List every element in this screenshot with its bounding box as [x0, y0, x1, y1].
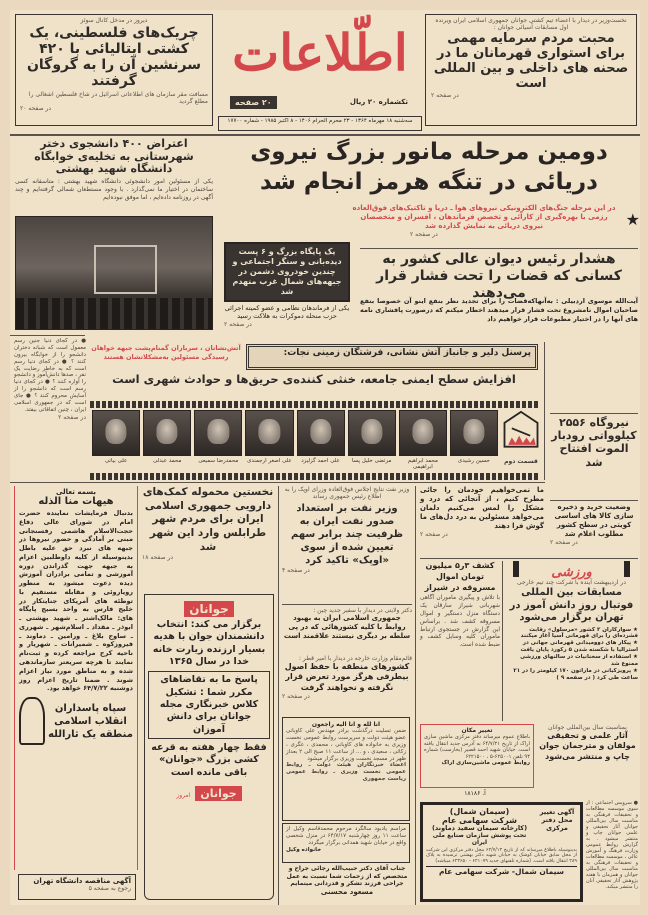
signer: روابط عمومی ماشین‌سازی اراک: [441, 760, 530, 766]
headline: دومین مرحله مانور بزرگ نیروی دریائی در تنگه هرمز انجام شد: [250, 139, 608, 195]
ref: رجوع به صفحه ۵: [88, 885, 131, 892]
kicker: وزیر نفت نتایج اجلاس فوق‌العاده وزرای اوپک را به اطلاع رئیس جمهوری رساند: [284, 486, 410, 500]
body: وضعیت خرید و ذخیره سازی کالا های اساسی کویتی در سطح کشور مطلوب اعلام شد: [554, 503, 634, 539]
logo-text-bottom: جوانان: [195, 786, 241, 801]
divider: [10, 335, 85, 336]
headline: یک پایگاه بزرگ و ۶ پست دیده‌بانی و سنگر اجتماعی و چندین خودروی دشمن در جبهه‌های شمال غرب منهدم شد: [232, 247, 342, 296]
divider: [420, 558, 638, 559]
research-body: [586, 800, 638, 905]
sports-bullets: [505, 627, 638, 682]
portrait-caption: علی احمد گزلیزد: [301, 458, 340, 464]
page-ref: در صفحه ۲۰: [20, 105, 52, 113]
headline: مسابقات بین المللی فوتبال روز دانش آموز در تهران برگزار می‌شود: [509, 587, 634, 623]
theft-story: [420, 561, 500, 721]
bullet-text: استفاده از سخنانیات در سالنهای ورزشی ممنوع شد: [520, 654, 638, 667]
bullet-text: سوارکاران ۲ کشور «مرسلول» رقابت فشرده‌ای را برای قهرمانی آسیا آغاز میکنند: [520, 626, 638, 640]
page-ref: در صفحه ۱۸: [142, 554, 174, 562]
headline: نیروگاه ۲۵۵۶ کیلوواتی رودبار الموت افتتاح شد: [551, 416, 637, 469]
sports-section: [505, 561, 638, 721]
page-ref: در صفحه ۲: [58, 413, 86, 421]
firefighters-kicker: [246, 344, 538, 370]
portrait-photo: [194, 410, 242, 456]
kicker: در اردیبهشت آینده با شرکت چند تیم خارجی: [517, 579, 626, 586]
javanan-logo: [148, 598, 270, 617]
newspaper-page: [10, 10, 640, 905]
logo-sub: امروز: [176, 792, 191, 800]
title: آگهی مناقصه دانشگاه تهران: [33, 877, 131, 885]
kicker: بمناسبت سال بین‌المللی جوانان: [548, 724, 627, 731]
portrait-photo: [348, 410, 396, 456]
divider: [10, 134, 640, 136]
firefighters-red-note: [90, 344, 242, 372]
star-bullet-icon: ★: [631, 667, 638, 674]
body: ضمن تسلیت درگذشت برادر مهندس علی کاوبانی عضو هیئت دولت و سرپرست روابط عمومی نخست وزیری به خانواده های کاوبانی ، محمدی ، عگری ، زکائی ، سعیدی ، و ... از ساعت ۱۱ صبح الی ۲ بعداز ظهر در مسجد نخست وزیری برگزار میشود: [286, 728, 406, 762]
headline: کشورهای منطقه با حفظ اصول بیطرفی هرگز مورد تعرض قرار نگرفته و نخواهند گرفت: [284, 662, 410, 692]
headline: برگزار می کند: انتخاب دانشمندان جوان با هدیه بسیار ارزنده زیارت خانه خدا در سال ۱۳۶۵: [152, 619, 266, 668]
page-ref: در صفحه ۲: [431, 91, 459, 99]
body: جمهوری اسلامی ایران به بهبود روابط با کلیه کشورهائی که در پی سلطه بر دیگری نیستند علاقمند است: [283, 614, 411, 641]
body: باطلاع عموم میرساند دفتر مرکزی ماشین سازی اراک از تاریخ ۶۴/۷/۲۱ به آدرس جدید انتقال یافته است. خیابان شهید احمد قصیر (بخارست) شماره ۹۴ تلفن ۶۲۵۰۰۱-۵ ، ۶۲۲۱۵۰۰: [424, 734, 530, 760]
film-strip-bottom: [90, 473, 540, 480]
title: تغییر مکان: [461, 727, 493, 734]
court-story: [360, 251, 638, 301]
portrait-photo: [450, 410, 498, 456]
signer: مسعود محسنی: [320, 887, 374, 896]
portrait-caption: حسین رشیدی: [457, 458, 490, 464]
face-figure: [105, 419, 126, 444]
page-ref: در صفحه ۲: [282, 693, 310, 701]
page-ref: در صفحه ۲: [550, 539, 578, 547]
divider: [550, 500, 638, 501]
divider: [550, 413, 638, 414]
sports-bullet: [505, 640, 638, 654]
page-ref: در صفحه ۴: [282, 567, 310, 574]
court-body: [360, 297, 638, 341]
research-story: [537, 724, 638, 796]
top-left-story: [15, 14, 213, 126]
star-bullet-icon: ★: [631, 640, 638, 647]
students-story: [15, 138, 213, 214]
signer: خانواده وکیل: [286, 846, 322, 853]
portrait-photo: [399, 410, 447, 456]
basij-ad: [14, 486, 138, 870]
logo-text: جوانان: [184, 601, 234, 617]
headline: چریک‌های فلسطینی، یک کشتی ایتالیائی با ۴۲۰ سرنشین آن را به گروگان گرفتند: [26, 25, 202, 90]
body: با تلاش و پیگیری ماموران آگاهی شهربانی شیراز سارقان یک دستگاه منزل دستگیر و اموال مسروقه کشف شد . براساس این گزارش در جستجوی ارتباط ماموران کلیه وسایل کشف و ضبط شده است.: [420, 595, 500, 649]
body: جناب آقای دکتر حبیب‌الله رجائی جراح و متخصص که از زحمات شما نسبت به عمل جراحی فرزند تشکر و قدردانی مینمایم: [286, 865, 408, 887]
headline: وزیر نفت بر استعداد صدور نفت ایران به ظرفیت چند برابر سهم تعیین شده از سوی «اوپک» تاکید کرد: [290, 503, 404, 566]
headline: افزایش سطح ایمنی جامعه، خنثی کننده‌ی حریق‌ها و حوادث شهری است: [112, 372, 516, 386]
series-label: قسمت دوم: [504, 458, 538, 465]
footer: فقط چهار هفته به قرعه کشی بزرگ «جوانان» باقی مانده است: [151, 742, 267, 778]
headline: نخستین محموله کمک‌های دارویی جمهوری اسلامی ایران برای مردم شهر طرابلس وارد این شهر شد: [142, 486, 274, 553]
fire-department-emblem-icon: [502, 410, 540, 454]
body: بدینوسیله باطلاع میرساند که از تاریخ ۶۴/۷/۱۳ محل دفتر مرکزی این شرکت از محل سابق خیابان کوشک به خیابان شهید دکتر بهشتی ترسیده به پلاک ۲۸۹ انتقال یافته است. (شماره تلفنهای جدید ۶۲۱۰۷۹ - ۶۲۳۶۵۰ میباشد): [426, 847, 577, 865]
factory: (کارخانه سیمان سفید دماوند): [431, 824, 528, 833]
org: تحت پوشش سازمان صنایع ملی ایران: [432, 831, 527, 846]
body: آیت‌الله موسوی اردبیلی : به‌آنهاکه‌قضات را برای تجدید نظر بنفع اینو آن خصوصا بنفع صاحبان اموال نامشروع تحت فشار قرار میدهند اخطار میکنم که درصورت پافشاری نامه های آنها را در اختیار مطبوعات قرار خواهیم داد: [360, 297, 638, 323]
cement-ad: [420, 802, 583, 902]
main-subhead: [350, 204, 638, 246]
company: (سیمان شمال): [449, 807, 510, 816]
star-icon: ★: [625, 210, 640, 229]
left-column-bullets: [14, 338, 86, 478]
price: تکشماره ۲۰ ریال: [349, 98, 408, 106]
portrait-photo: [92, 410, 140, 456]
face-figure: [310, 419, 331, 444]
page-ref: در صفحه ۲: [410, 231, 438, 239]
portrait-caption: محمد ابراهیم ابراهیمی: [407, 458, 438, 471]
star-bullet-icon: ★: [631, 654, 638, 660]
summary: مسافت مقر سازمان های اطلاعاتی اسرائیل در شاخ فلسطین اشغالی را مطلع گردید: [28, 91, 208, 106]
headline: اعتراض ۴۰۰ دانشجوی دختر شهرستانی به تخلیه‌ی خوابگاه دانشگاه شهید بهشتی: [34, 137, 194, 176]
power-plant-extra: [550, 503, 638, 555]
company-type: شرکت سهامی عام: [441, 816, 518, 826]
divider: [278, 486, 279, 905]
bullet-text: پرویزکیانی در ماراتون ۱۷۰ کیلومتر را در ۲۱ ساعت طی کرد ( در صفحه ۹ ): [513, 667, 638, 681]
badge: آگهی تغییر محل دفتر مرکزی: [539, 808, 575, 832]
tender-notice: [18, 874, 136, 900]
slogan: هیهات منا الذله: [38, 496, 114, 507]
body: یکی از فرماندهان نظامی و عضو کمیته اجرائی حزب منحله دموکرات به هلاکت رسید: [224, 304, 350, 321]
face-figure: [259, 419, 280, 444]
sports-bullet: [505, 627, 638, 641]
divider: [502, 561, 503, 721]
kicker: قائم‌مقام وزارت خارجه در دیدار با امیر قطر :: [298, 655, 412, 662]
body: ● سرویس اجتماعی : از سوی موسسه مطالعات و تحقیقات فرهنگی به مناسبت سال بین‌المللی جوانان آثار تحقیقی و علمی جوانان چاپ و منتشر میشود . به گزارش روابط عمومی وزارت فرهنگ و آموزش عالی ، موسسه مطالعات و تحقیقات فرهنگی به مناسبت سال بین‌المللی جوانان و همزمان با هفته پژوهش آثار تحقیقی آنان را منتشر میکند.: [586, 800, 638, 890]
divider: [10, 482, 545, 483]
film-strip-top: [90, 401, 540, 408]
war-box: [224, 242, 350, 302]
fire-dept-logo: [502, 410, 540, 472]
footer: سیمان شمال- شرکت سهامی عام: [426, 866, 577, 876]
portrait-caption: علی بیاتی: [104, 458, 128, 464]
signature: سپاه پاسداران انقلاب اسلامی منطقه یک ثارالله: [48, 702, 133, 740]
main-headline: [220, 138, 638, 204]
face-figure: [463, 419, 484, 444]
title: انا لله و انا الیه راجعون: [311, 721, 381, 728]
ad-code: آ. ۱۸۱۸۶: [464, 790, 486, 797]
portrait-caption: محمد عبدلی: [152, 458, 182, 464]
kicker: پرسنل دلیر و جانباز آتش نشانی، فرشتگان زمینی نجات:: [283, 348, 531, 358]
divider: [282, 604, 412, 605]
face-figure: [157, 419, 178, 444]
portrait-caption: محمدرضا سمیعی: [198, 458, 239, 464]
change-of-address-ad: [420, 724, 534, 788]
body: بدنبال فرمایشات نماینده حضرت امام در شورای عالی دفاع حجت‌الاسلام هاشمی رفسنجانی مبنی بر آمادگی و حضور نیروها در جبهه های نبرد حق علیه باطل بدینوسیله از کلیه داوطلبین اعزام به جبهه جهت گذراندن دوره آموزشی و تمامی برادران آموزش دیده دعوت میشود به منظور رویاروئی و مقابله مستقیم با توطئه های آمریکای جنایتکار در خلیج فارس به واحد بسیج پایگاه های: مالک‌اشتر ـ شهید بهشتی ـ ابوذر ـ مقداد ـ اسلام‌شهر ـ شهرری ـ ساوج بلاغ ـ ورامین ـ دماوند ـ فیروزکوه ـ شمیرانات ـ شهریار و ناحیه کرج مراجعه کرده و ثبت‌نام نمایند تا هرچه سریعتر سازماندهی شده و به مناطق مورد نیاز اعزام شوند . ضمنا تاریخ اعزام روز دوشنبه ۶۴/۷/۲۲ خواهد بود.: [19, 509, 133, 693]
javanan-ad: [144, 594, 274, 900]
bullet-text: پیکار های دوومیدانی قهرمانی جهانی در استرالیا با شکسته شدن ۵ رکورد پایان یافت: [520, 640, 638, 654]
war-body: [224, 304, 350, 340]
sports-bullet: [505, 668, 638, 682]
dateline-text: سه‌شنبه ۱۸ مهرماه ۱۳۶۴ - ۲۳ محرم الحرام ۱۴۰۶ - ۸ اکتبر ۱۹۸۵ - شماره ۱۷۷۰۰: [227, 118, 413, 124]
headline: آثار علمی و تحقیقی مولفان و مترجمان جوان چاپ و منتشر می‌شود: [539, 731, 636, 761]
headline: کشف ۳ر۵ میلیون تومان اموال مسروقه در شیراز: [424, 561, 496, 592]
crying-story: [420, 486, 544, 556]
divider: [360, 248, 638, 249]
body: یکی از مسئولین امور دانشجوئی دانشگاه شهید بهشتی : متاسفانه کسی ساختمان در اختیار ما نمی‌گذارد . با وجود مستطعان شمالی گرفته‌ایم و چند آگهی در روزنامه داده‌ایم ، اما موفق نبوده‌ایم: [15, 177, 213, 202]
velayati-story: [282, 607, 412, 653]
power-plant-story: [550, 416, 638, 500]
qatar-story: [282, 655, 412, 715]
dateline: [218, 116, 422, 131]
portrait-caption: علی اصغر ارجمندی: [247, 458, 292, 464]
page-count-badge: ۲۰ صفحه: [230, 96, 277, 109]
portrait-caption: مرتضی خلیل پسا: [351, 458, 392, 464]
face-figure: [361, 419, 382, 444]
irgc-emblem-icon: [19, 697, 45, 745]
top-right-story: [425, 14, 637, 126]
body: مراسم یادبود سالگرد مرحوم محمدقاسم وکیل از ساعت ۱۱ روز چهارشنبه ۶۴/۷/۱۷ در منزل شخصی واقع در خیابان شهید همدانی برگزار میگردد: [286, 826, 407, 846]
thanks-note: [282, 865, 412, 905]
boxed: پاسخ ما به تقاضاهای مکرر شما : تشکیل کلاس خبرنگاری مجله جوانان برای دانش آموزان: [148, 671, 270, 739]
portrait-photo: [297, 410, 345, 456]
masthead: [218, 14, 422, 114]
page-ref: در صفحه ۲: [420, 531, 448, 539]
divider: [544, 342, 545, 480]
masthead-title: اطّلاعات: [232, 23, 408, 82]
bismillah: بسمه تعالی: [55, 488, 97, 496]
kicker: نخست‌وزیر در دیدار با اعضاء تیم کشتی جوانان جمهوری اسلامی ایران ویرنده اول مسابقات آسیائی جوانان :: [435, 17, 627, 31]
firefighters-headline: [90, 373, 538, 400]
sports-bullet: [505, 654, 638, 668]
memorial-ad: [282, 823, 410, 863]
mourning-ad: [282, 717, 410, 821]
portrait-photo: [245, 410, 293, 456]
javanan-logo-bottom: [148, 782, 270, 801]
red-note: آتش‌نشانان ، سربازان گمنام‌پشت جبهه خواهان رسیدگی مسئولین به‌مشکلاتشان هستند: [91, 344, 241, 361]
section-title: ورزشی: [551, 565, 592, 580]
face-figure: [208, 419, 229, 444]
sports-banner: [513, 561, 630, 580]
page-ref: در صفحه ۲: [224, 320, 252, 328]
divider: [415, 486, 416, 905]
body: ما نمی‌خواهیم خودمان را جائی مطرح کنیم ، از آنجائی که درد و مشکل را لمس می‌کنیم دلمان می‌خواهد مسئولین به درد دل‌های ما گوش فرا دهند: [420, 486, 544, 531]
subhead: در این مرحله جنگ‌های الکترونیکی نیروهای هوا ـ دریا و تاکتیک‌های فوق‌العاده رزمی با بهره‌گیری از کارآئی و تخصص فرماندهان ، افسران و متخصصان نیروی دریائی به نمایش گذارده شد: [352, 204, 616, 231]
signers: اعضاء خبرنگاران هیئت دولت ـ روابط عمومی نخست وزیری ـ روابط عمومی ریاست جمهوری: [286, 762, 406, 783]
opec-story: [282, 486, 412, 602]
kicker: دکتر ولایتی در دیدار با سفیر جدید چین :: [313, 607, 412, 614]
students-dormitory-photo: [15, 216, 213, 330]
face-figure: [412, 419, 433, 444]
star-bullet-icon: ★: [631, 626, 638, 633]
portrait-photo: [143, 410, 191, 456]
kicker: دیروز در مدخل کانال سوئز: [80, 17, 148, 24]
body: ● در کجای دنیا جنین رسم معمول است که شبانه دختران دانشجو را از خوابگاه بیرون کنند ؟ ● در کجای دنیا رسم است که به خاطر رضایت یک نفر ، صدها دانش‌آموز و دانشجو را آواره کنند ؟ ● در کجای دنیا رسم است که دانشجو را از آسایش محروم کنند ؟ ● جای است که در جمهوری اسلامی ایران ، چنین اتفاقاتی بیفتد.: [14, 338, 86, 413]
headline: محبت مردم سرمایه مهمی برای استواری قهرمانان ما در صحنه های داخلی و بین المللی است: [433, 31, 629, 91]
headline: هشدار رئیس دیوان عالی کشور به کسانی که قضات را تحت فشار قرار می‌دهند: [376, 251, 622, 301]
aid-story: [142, 486, 274, 590]
